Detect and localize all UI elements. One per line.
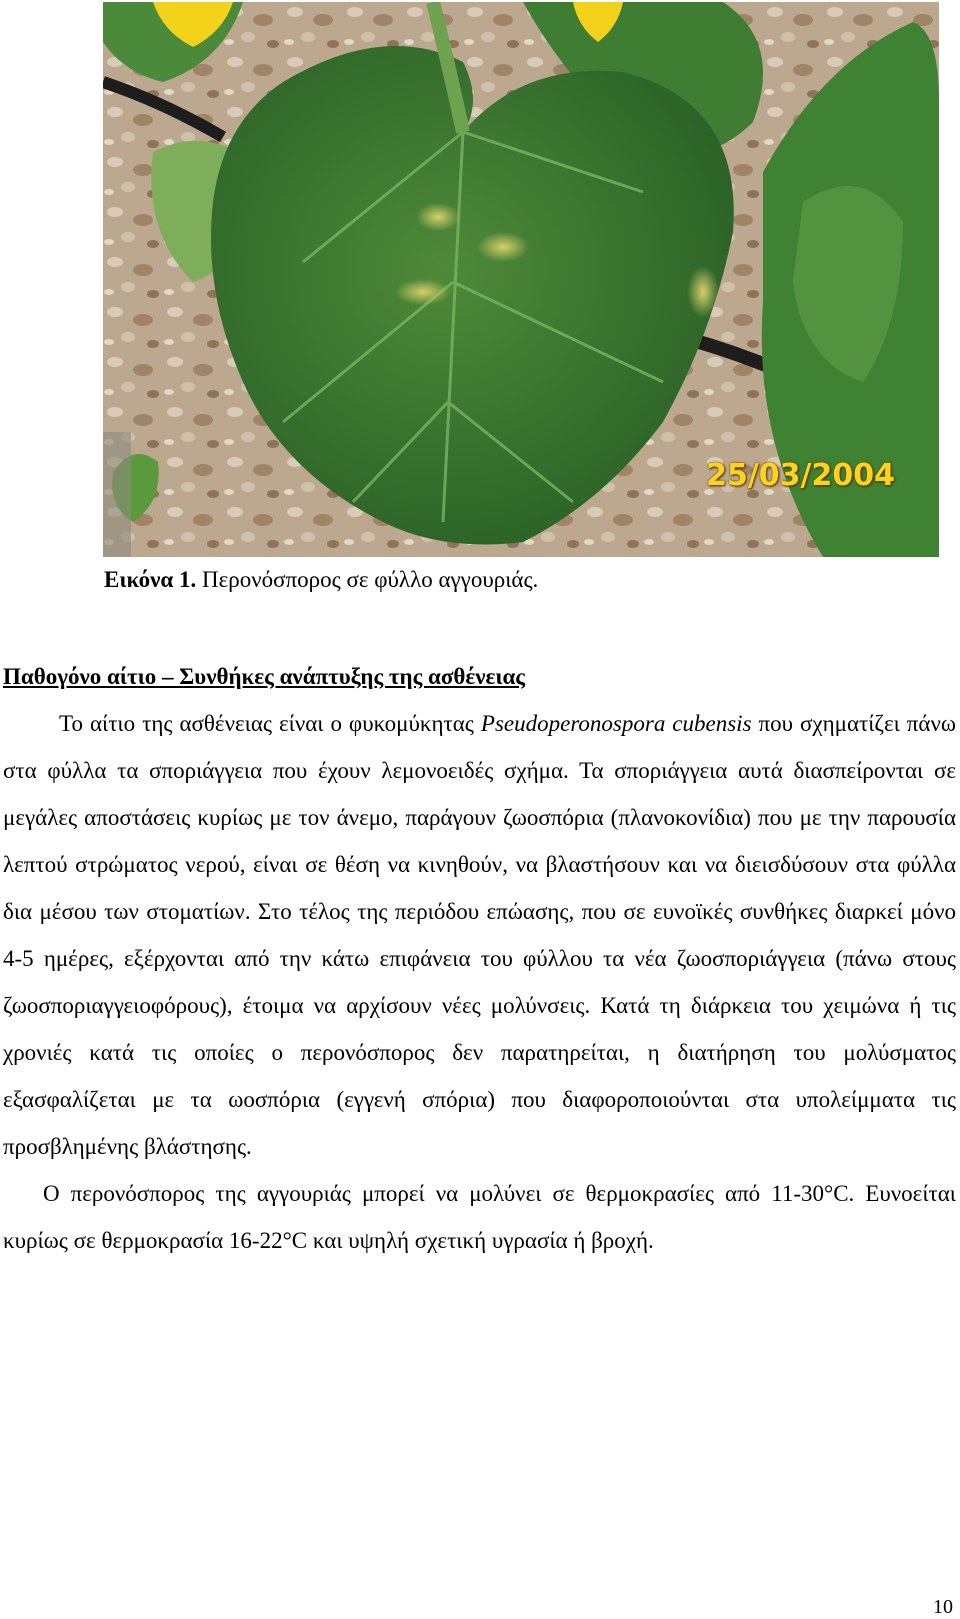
leaf-photo bbox=[103, 2, 939, 557]
page-number: 10 bbox=[933, 1596, 953, 1618]
figure-caption bbox=[104, 567, 538, 593]
section-heading: Παθογόνο αίτιο – Συνθήκες ανάπτυξης της ασθένειας bbox=[3, 664, 526, 689]
paragraph-conditions: Ο περονόσπορος της αγγουριάς μπορεί να μολύνει σε θερμοκρασίες από 11-30°C. Ευνοείται κυρίως σε θερμοκρασία 16-22°C και υψηλή σχετική υγρασία ή βροχή. bbox=[3, 1181, 956, 1253]
paragraph-pathogen bbox=[3, 700, 956, 1170]
pathogen-species-name: Pseudoperonospora cubensis bbox=[480, 711, 752, 736]
body-text bbox=[3, 700, 956, 1264]
figure-caption-label: Εικόνα 1. bbox=[104, 567, 197, 592]
photo-date-stamp: 25/03/2004 bbox=[706, 458, 895, 493]
paragraph-pathogen-intro: Το αίτιο της ασθένειας είναι ο φυκομύκητας bbox=[59, 711, 481, 736]
figure-caption-text: Περονόσπορος σε φύλλο αγγουριάς. bbox=[196, 567, 539, 592]
paragraph-pathogen-body: που σχηματίζει πάνω στα φύλλα τα σποριάγγεια που έχουν λεμονοειδές σχήμα. Τα σποριάγγεια αυτά διασπείρονται σε μεγάλες αποστάσεις κυρίως με τον άνεμο, παράγουν ζωοσπόρια (πλανοκονίδια) που με την παρουσία λεπτού στρώματος νερού, είναι σε θέση να κινηθούν, να βλαστήσουν και να διεισδύσουν στα φύλλα δια μέσου των στοματίων. Στο τέλος της περιόδου επώασης, που σε ευνοϊκές συνθήκες διαρκεί μόνο 4-5 ημέρες, εξέρχονται από την κάτω επιφάνεια του φύλλου τα νέα ζωοσποριάγγεια (πάνω στους ζωοσποριαγγειοφόρους), έτοιμα να αρχίσουν νέες μολύνσεις. Κατά τη διάρκεια του χειμώνα ή τις χρονιές κατά τις οποίες ο περονόσπορος δεν παρατηρείται, η διατήρηση του μολύσματος εξασφαλίζεται με τα ωοσπόρια (εγγενή σπόρια) που διαφοροποιούνται στα υπολείμματα τις προσβλημένης βλάστησης. bbox=[3, 711, 956, 1159]
